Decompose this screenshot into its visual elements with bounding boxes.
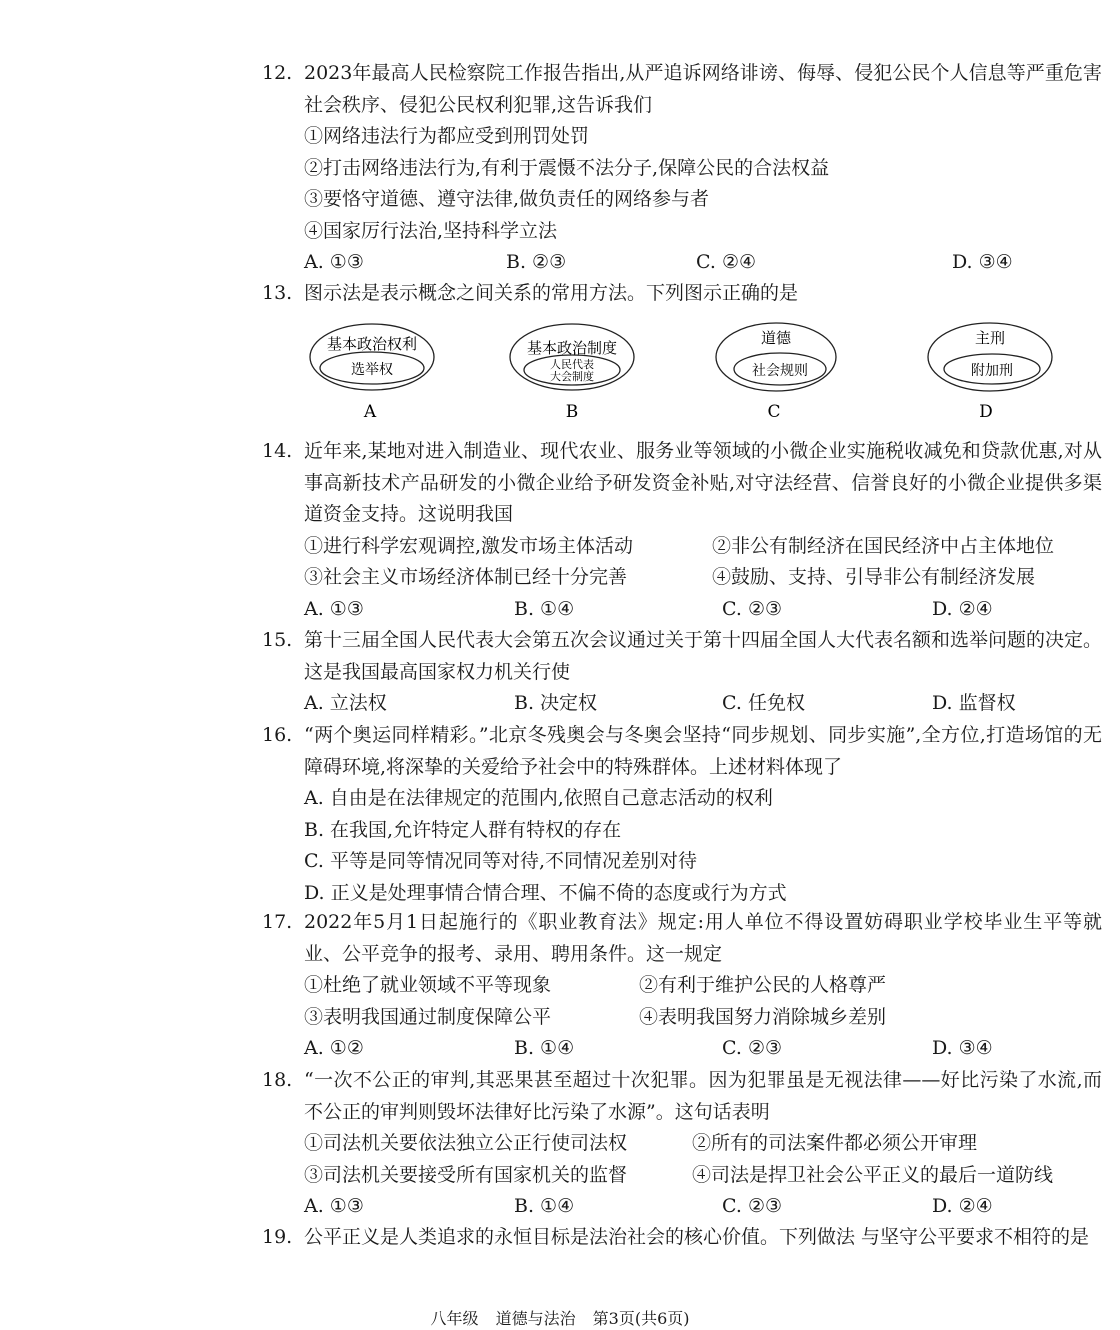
option-b[interactable]: B. ①④ (514, 597, 575, 620)
footer-page-number: 第3页(共6页) (592, 1309, 690, 1328)
footer-subject: 道德与法治 (495, 1309, 576, 1328)
statement-2: ②非公有制经济在国民经济中占主体地位 (712, 534, 1055, 557)
option-a[interactable]: A. 自由是在法律规定的范围内,依照自己意志活动的权利 (304, 787, 773, 809)
option-c[interactable]: C. ②③ (722, 1195, 783, 1217)
question-13 (262, 278, 1102, 310)
question-number: 19. (262, 1226, 293, 1248)
footer-grade: 八年级 (430, 1309, 479, 1328)
question-number: 14. (262, 440, 293, 462)
diagram-a-outer: 基本政治权利 (326, 335, 418, 353)
diagram-d-label: D (979, 402, 993, 422)
question-stem: 近年来,某地对进入制造业、现代农业、服务业等领域的小微企业实施税收减免和贷款优惠,对从事高新技术产品研发的小微企业给予研发资金补贴,对守法经营、信誉良好的小微企业提供多渠道资金支持。这说明我国 (304, 440, 1102, 525)
diagram-a-label: A (363, 402, 377, 422)
question-17 (262, 907, 1102, 1065)
diagram-b-inner-line2: 大会制度 (550, 370, 594, 383)
question-stem: 公平正义是人类追求的永恒目标是法治社会的核心价值。下列做法 与坚守公平要求不相符的是 (304, 1226, 1090, 1248)
diagram-c (716, 323, 836, 422)
answer-options (304, 688, 1102, 720)
diagram-c-label: C (767, 402, 781, 422)
question-number: 13. (262, 282, 293, 304)
diagram-b (510, 324, 634, 422)
question-12 (262, 58, 1102, 279)
option-d[interactable]: D. 正义是处理事情合情合理、不偏不倚的态度或行为方式 (304, 881, 787, 904)
statement-row (304, 1002, 1102, 1034)
answer-options (304, 1191, 1102, 1223)
question-stem: 图示法是表示概念之间关系的常用方法。下列图示正确的是 (304, 282, 799, 304)
page-footer (0, 1306, 1120, 1329)
option-d[interactable]: D. ③④ (932, 1037, 993, 1059)
question-18 (262, 1065, 1102, 1223)
option-b[interactable]: B. 在我国,允许特定人群有特权的存在 (304, 818, 622, 841)
option-b[interactable]: B. ②③ (506, 251, 567, 273)
statement-2: ②所有的司法案件都必须公开审理 (692, 1132, 978, 1154)
statement-4: ④国家厉行法治,坚持科学立法 (304, 219, 558, 242)
option-b[interactable]: B. 决定权 (514, 692, 598, 714)
option-a[interactable]: A. ①③ (304, 597, 364, 620)
answer-options (304, 247, 1102, 279)
statement-4: ④司法是捍卫社会公平正义的最后一道防线 (692, 1163, 1054, 1186)
statement-1: ①司法机关要依法独立公正行使司法权 (304, 1132, 628, 1154)
option-d[interactable]: D. ②④ (932, 1195, 993, 1217)
option-c[interactable]: C. 平等是同等情况同等对待,不同情况差别对待 (304, 850, 697, 872)
option-a[interactable]: A. ①③ (304, 1195, 364, 1217)
question-number: 15. (262, 629, 293, 651)
statement-row (304, 531, 1102, 563)
statement-row (304, 1128, 1102, 1160)
option-b[interactable]: B. ①④ (514, 1037, 575, 1059)
statement-1: ①进行科学宏观调控,激发市场主体活动 (304, 534, 634, 557)
answer-options (304, 1033, 1102, 1065)
statement-4: ④鼓励、支持、引导非公有制经济发展 (712, 566, 1036, 588)
option-c[interactable]: C. ②③ (722, 1037, 783, 1059)
option-a[interactable]: A. 立法权 (304, 692, 387, 714)
option-a[interactable]: A. ①③ (304, 251, 364, 273)
option-c[interactable]: C. ②④ (696, 251, 757, 273)
question-number: 18. (262, 1069, 293, 1091)
option-d[interactable]: D. ②④ (932, 597, 993, 620)
diagram-a (310, 324, 434, 422)
question-stem: 第十三届全国人民代表大会第五次会议通过关于第十四届全国人大代表名额和选举问题的决定。这是我国最高国家权力机关行使 (304, 629, 1103, 683)
question-19 (262, 1222, 1102, 1254)
option-b[interactable]: B. ①④ (514, 1195, 575, 1217)
diagram-d (928, 323, 1052, 422)
question-stem: 2023年最高人民检察院工作报告指出,从严追诉网络诽谤、侮辱、侵犯公民个人信息等严重危害社会秩序、侵犯公民权利犯罪,这告诉我们 (304, 62, 1102, 116)
question-number: 12. (262, 62, 293, 84)
option-d[interactable]: D. 监督权 (932, 692, 1016, 714)
question-stem: 2022年5月1日起施行的《职业教育法》规定:用人单位不得设置妨碍职业学校毕业生平等就业、公平竞争的报考、录用、聘用条件。这一规定 (304, 911, 1102, 965)
concept-diagrams (300, 320, 1080, 430)
question-14 (262, 436, 1102, 625)
diagram-b-outer: 基本政治制度 (526, 339, 618, 357)
question-stem: “两个奥运同样精彩。”北京冬残奥会与冬奥会坚持“同步规划、同步实施”,全方位,打造场馆的无障碍环境,将深挚的关爱给予社会中的特殊群体。上述材料体现了 (304, 724, 1102, 778)
statement-3: ③社会主义市场经济体制已经十分完善 (304, 566, 628, 588)
diagram-d-outer: 主刑 (974, 329, 1006, 347)
answer-options (304, 594, 1102, 626)
statement-row (304, 970, 1102, 1002)
statement-2: ②打击网络违法行为,有利于震慑不法分子,保障公民的合法权益 (304, 156, 830, 179)
question-15 (262, 625, 1102, 720)
diagram-c-outer: 道德 (760, 329, 792, 347)
statement-4: ④表明我国努力消除城乡差别 (639, 1005, 887, 1028)
statement-1: ①网络违法行为都应受到刑罚处罚 (304, 125, 590, 147)
question-stem: “一次不公正的审判,其恶果甚至超过十次犯罪。因为犯罪虽是无视法律——好比污染了水流,而不公正的审判则毁坏法律好比污染了水源”。这句话表明 (304, 1069, 1102, 1123)
option-c[interactable]: C. 任免权 (722, 692, 805, 714)
diagram-b-inner-line1: 人民代表 (550, 358, 594, 371)
question-number: 17. (262, 911, 293, 933)
diagram-c-inner: 社会规则 (752, 363, 808, 379)
option-a[interactable]: A. ①② (304, 1037, 364, 1059)
option-d[interactable]: D. ③④ (952, 251, 1013, 273)
statement-1: ①杜绝了就业领域不平等现象 (304, 974, 552, 996)
statement-row (304, 1160, 1102, 1192)
diagram-d-inner: 附加刑 (971, 363, 1013, 379)
question-16 (262, 720, 1102, 909)
diagram-b-label: B (565, 402, 579, 422)
question-number: 16. (262, 724, 293, 746)
statement-3: ③表明我国通过制度保障公平 (304, 1005, 552, 1028)
statement-3: ③司法机关要接受所有国家机关的监督 (304, 1163, 628, 1186)
statement-2: ②有利于维护公民的人格尊严 (639, 974, 887, 996)
option-c[interactable]: C. ②③ (722, 597, 783, 620)
statement-3: ③要恪守道德、遵守法律,做负责任的网络参与者 (304, 188, 710, 210)
diagram-a-inner: 选举权 (351, 362, 393, 378)
statement-row (304, 562, 1102, 594)
